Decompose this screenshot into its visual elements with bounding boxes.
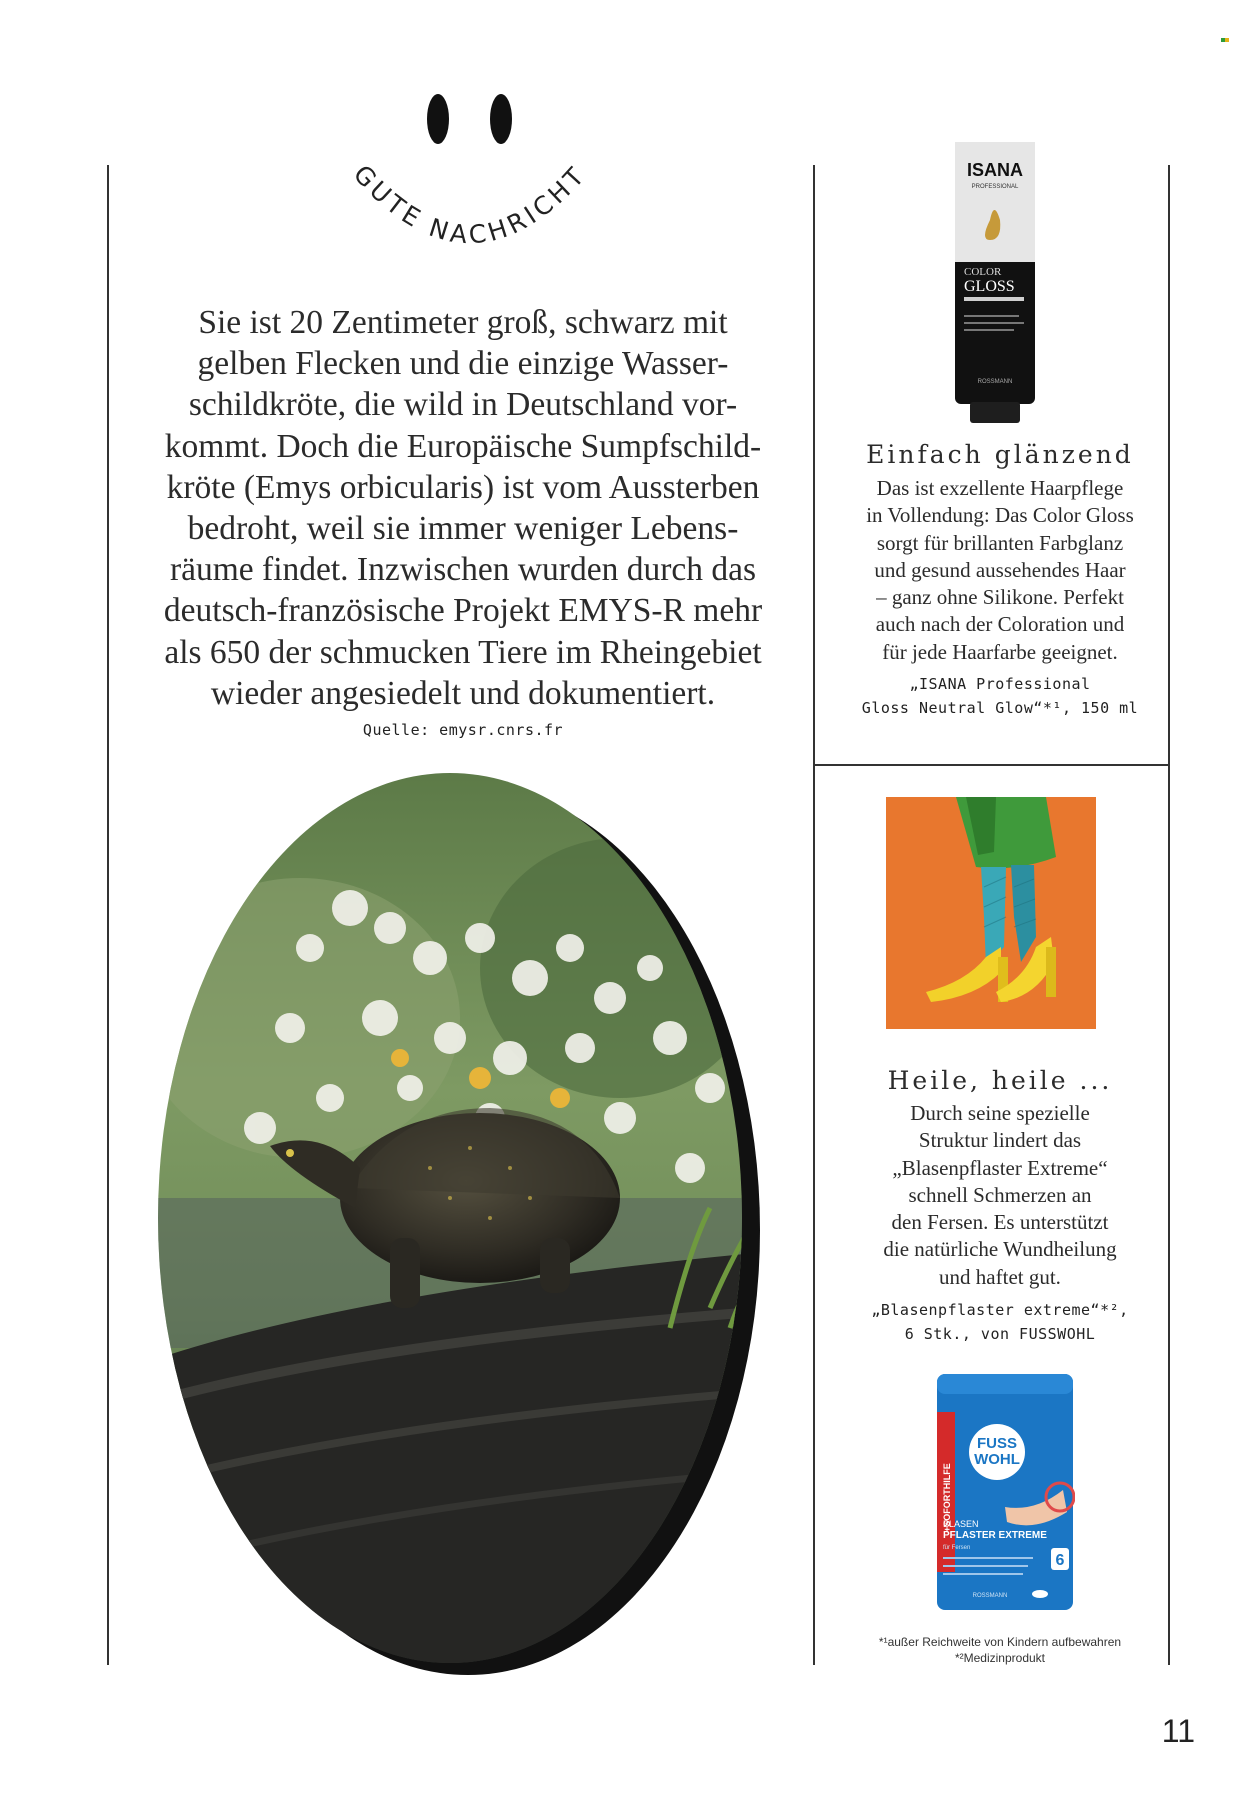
article-lead (128, 302, 798, 714)
product1-body (820, 475, 1180, 666)
product2-name (820, 1298, 1180, 1346)
lead-line: kröte (Emys orbicularis) ist vom Aussterben (166, 468, 760, 506)
lead-line: wieder angesiedelt und dokumentiert. (210, 674, 716, 712)
section-label: GUTE NACHRICHT (347, 159, 593, 250)
pack-title-2: PFLASTER EXTREME (943, 1530, 1047, 1541)
body-line: auch nach der Coloration und (875, 612, 1125, 637)
footnote-line: *²Medizinprodukt (954, 1651, 1046, 1665)
product-name-line: „ISANA Professional (909, 675, 1091, 693)
product1-name (820, 672, 1180, 720)
footnote-line: *¹außer Reichweite von Kindern aufbewahren (878, 1635, 1122, 1649)
product-name-line: „Blasenpflaster extreme“*², (871, 1301, 1129, 1319)
body-line: den Fersen. Es unterstützt (891, 1210, 1109, 1235)
pack-count: 6 (1055, 1552, 1065, 1569)
tube-brand-sub: PROFESSIONAL (971, 184, 1019, 190)
product1-heading: Einfach glänzend (866, 440, 1134, 469)
right-rule (1168, 165, 1170, 1665)
body-line: Struktur lindert das (918, 1128, 1082, 1153)
body-line: Durch seine spezielle (910, 1101, 1090, 1125)
pack-side-text: +SOFORTHILFE (942, 1463, 952, 1532)
body-line: – ganz ohne Silikone. Perfekt (876, 585, 1124, 610)
pack-brand-1: FUSS (976, 1435, 1018, 1452)
svg-text:GUTE NACHRICHT (348, 159, 592, 249)
body-line: Das ist exzellente Haarpflege (876, 476, 1124, 500)
left-rule (107, 165, 109, 1665)
lead-line: als 650 der schmucken Tiere im Rheingebiet (164, 633, 762, 671)
body-line: „Blasenpflaster Extreme“ (892, 1155, 1108, 1180)
plaster-pack-image (935, 1372, 1075, 1612)
tube-name-1: COLOR (964, 266, 1002, 278)
lead-line: gelben Flecken und die einzige Wasser- (197, 345, 729, 383)
lead-line: kommt. Doch die Europäische Sumpfschild- (164, 427, 762, 465)
pack-title-1: BLASEN (943, 1519, 979, 1529)
tube-maker: ROSSMANN (977, 379, 1013, 385)
body-line: in Vollendung: Das Color Gloss (866, 503, 1134, 528)
print-mark (1225, 38, 1229, 42)
body-line: für jede Haarfarbe geeignet. (882, 639, 1118, 664)
page-number: 11 (1161, 1713, 1195, 1749)
body-line: und haftet gut. (939, 1264, 1061, 1289)
tube-name-2: GLOSS (964, 278, 1015, 295)
lead-line: schildkröte, die wild in Deutschland vor- (188, 386, 738, 424)
smiley-eye-right (490, 94, 512, 144)
footnotes (820, 1634, 1180, 1666)
pack-maker: ROSSMANN (972, 1593, 1008, 1599)
column-divider (813, 764, 1170, 766)
lead-line: räume findet. Inzwischen wurden durch das (169, 551, 757, 589)
lead-line: Sie ist 20 Zentimeter groß, schwarz mit (198, 304, 728, 341)
pack-sub: für Fersen (943, 1545, 971, 1551)
smiley-eye-left (427, 94, 449, 144)
product2-heading: Heile, heile ... (887, 1066, 1113, 1095)
pack-brand-2: WOHL (974, 1451, 1020, 1468)
isana-tube-image (950, 140, 1040, 425)
lead-line: bedroht, weil sie immer weniger Lebens- (187, 510, 739, 548)
body-line: und gesund aussehendes Haar (874, 557, 1126, 582)
tube-brand: ISANA (966, 160, 1024, 180)
product-name-line: Gloss Neutral Glow“*¹, 150 ml (861, 699, 1139, 717)
body-line: schnell Schmerzen an (908, 1182, 1092, 1207)
turtle-photo (150, 768, 800, 1688)
shoe-photo (886, 797, 1096, 1029)
lead-line: deutsch-französische Projekt EMYS-R mehr (163, 592, 763, 630)
product2-body (820, 1100, 1180, 1291)
product-name-line: 6 Stk., von FUSSWOHL (904, 1325, 1096, 1343)
article-source: Quelle: emysr.cnrs.fr (362, 721, 564, 739)
center-rule (813, 165, 815, 1665)
body-line: sorgt für brillanten Farbglanz (876, 530, 1124, 555)
body-line: die natürliche Wundheilung (883, 1237, 1117, 1262)
section-label-arc (330, 150, 610, 300)
